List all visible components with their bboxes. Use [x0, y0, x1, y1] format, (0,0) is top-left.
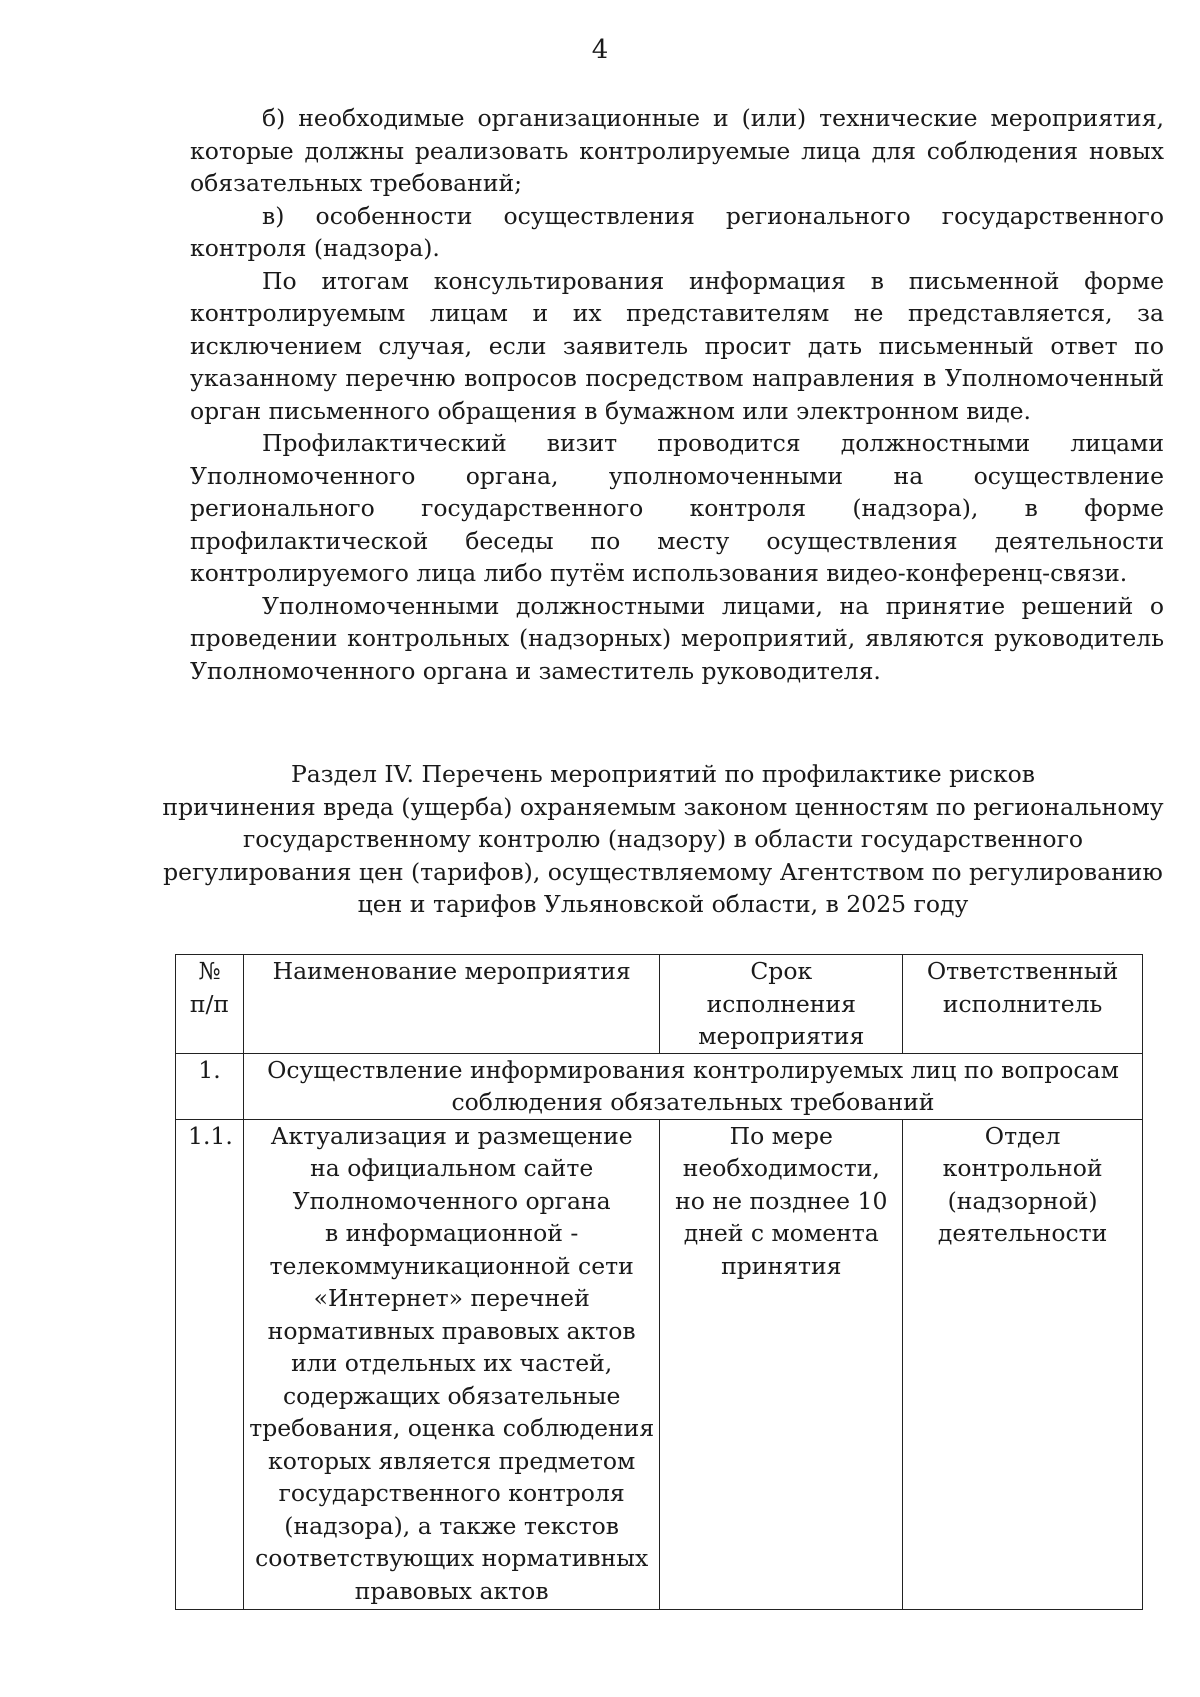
paragraph-officials: Уполномоченными должностными лицами, на принятие решений о проведении контрольных (надзорных) мероприятий, являются руководитель Уполномоченного органа и заместитель руководителя.: [190, 591, 1164, 685]
item-term: По мере необходимости, но не позднее 10 дней с момента принятия: [660, 1119, 903, 1609]
item-responsible: Отдел контрольной (надзорной) деятельности: [903, 1119, 1143, 1609]
paragraph-v: в) особенности осуществления регионального государственного контроля (надзора).: [190, 201, 1164, 262]
section-title-line: Раздел IV. Перечень мероприятий по профилактике рисков: [290, 760, 1036, 788]
paragraph-consulting: По итогам консультирования информация в письменной форме контролируемым лицам и их представителям не представляется, за исключением случая, если заявитель просит дать письменный ответ по указанному перечню вопросов посредством направления в Уполномоченный орган письменного обращения в бумажном или электронном виде.: [190, 266, 1164, 425]
section-title-line: регулирования цен (тарифов), осуществляемому Агентством по регулированию: [163, 857, 1163, 886]
section-title-line: цен и тарифов Ульяновской области, в 2025 году: [357, 890, 969, 918]
group-title: Осуществление информирования контролируемых лиц по вопросам соблюдения обязательных требований: [243, 1053, 1142, 1119]
table-row: [176, 1053, 1143, 1119]
item-name: Актуализация и размещение на официальном сайте Уполномоченного органа в информационной - телекоммуникационной сети «Интернет» перечней нормативных правовых актов или отдельных их частей, содержащих обязательные требования, оценка соблюдения которых является предметом государственного контроля (надзора), а также текстов соответствующих нормативных правовых актов: [243, 1119, 659, 1609]
header-responsible: Ответственный исполнитель: [903, 955, 1143, 1054]
header-num: № п/п: [176, 955, 244, 1054]
section-title-line: причинения вреда (ущерба) охраняемым законом ценностям по региональному: [162, 792, 1164, 821]
paragraph-visit: Профилактический визит проводится должностными лицами Уполномоченного органа, уполномоченными на осуществление регионального государственного контроля (надзора), в форме профилактической беседы по месту осуществления деятельности контролируемого лица либо путём использования видео-конференц-связи.: [190, 429, 1164, 587]
paragraph-b: б) необходимые организационные и (или) технические мероприятия, которые должны реализовать контролируемые лица для соблюдения новых обязательных требований;: [190, 104, 1164, 197]
header-term: Срок исполнения мероприятия: [660, 955, 903, 1054]
section-title-line: государственному контролю (надзору) в области государственного: [242, 825, 1084, 853]
body-text: [190, 102, 1164, 687]
item-num: 1.1.: [176, 1119, 244, 1609]
events-table: [175, 954, 1143, 1610]
section-title: [160, 758, 1166, 921]
page-number: 4: [591, 35, 609, 65]
table-row: [176, 1119, 1143, 1609]
table-header-row: [176, 955, 1143, 1054]
group-num: 1.: [176, 1053, 244, 1119]
header-name: Наименование мероприятия: [243, 955, 659, 1054]
